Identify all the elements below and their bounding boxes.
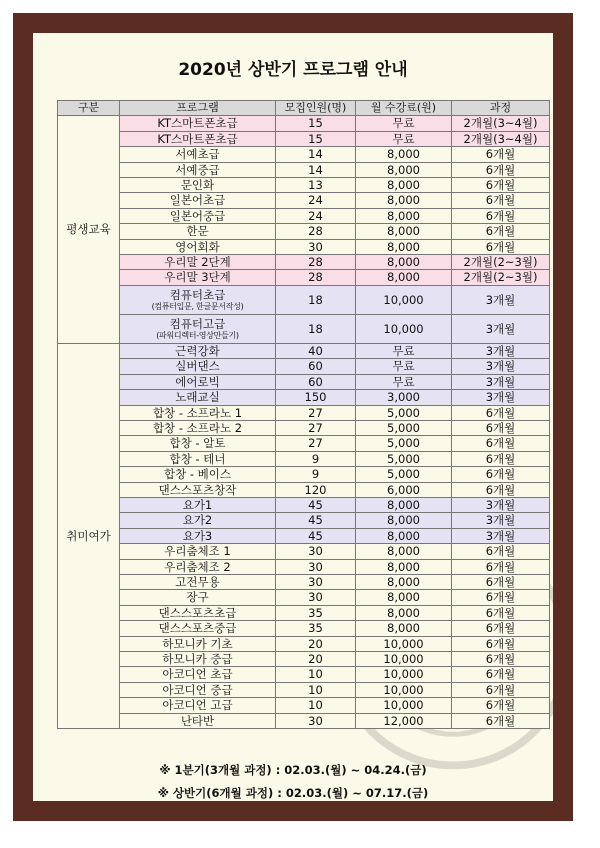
fee-cell: 8,000 (356, 193, 452, 208)
table-header-row (58, 101, 550, 116)
course-cell: 3개월 (452, 528, 550, 543)
program-cell: 일본어초급 (120, 193, 276, 208)
course-cell: 6개월 (452, 239, 550, 254)
program-cell (120, 314, 276, 343)
capacity-cell: 35 (276, 621, 356, 636)
program-cell (120, 285, 276, 314)
table-row (58, 239, 550, 254)
course-cell: 3개월 (452, 513, 550, 528)
fee-cell: 8,000 (356, 574, 452, 589)
fee-cell: 5,000 (356, 405, 452, 420)
table-row (58, 590, 550, 605)
program-cell: 에어로빅 (120, 374, 276, 389)
course-cell: 3개월 (452, 314, 550, 343)
schedule-notes (33, 759, 553, 801)
capacity-cell: 10 (276, 667, 356, 682)
course-cell: 3개월 (452, 359, 550, 374)
category-cell: 평생교육 (58, 116, 120, 343)
program-cell: 근력강화 (120, 343, 276, 358)
course-cell: 6개월 (452, 436, 550, 451)
header-category: 구분 (58, 101, 120, 116)
capacity-cell: 10 (276, 682, 356, 697)
course-cell: 3개월 (452, 285, 550, 314)
fee-cell: 무료 (356, 343, 452, 358)
program-cell: KT스마트폰초급 (120, 131, 276, 146)
course-cell: 6개월 (452, 420, 550, 435)
capacity-cell: 45 (276, 513, 356, 528)
fee-cell: 5,000 (356, 436, 452, 451)
capacity-cell: 28 (276, 270, 356, 285)
fee-cell: 12,000 (356, 713, 452, 728)
table-row (58, 420, 550, 435)
page-title: 2020년 상반기 프로그램 안내 (178, 60, 408, 80)
fee-cell: 무료 (356, 116, 452, 131)
program-cell: 요가2 (120, 513, 276, 528)
course-cell: 6개월 (452, 698, 550, 713)
table-row (58, 270, 550, 285)
table-row (58, 359, 550, 374)
table-row (58, 343, 550, 358)
table-row (58, 513, 550, 528)
program-cell: 요가3 (120, 528, 276, 543)
program-cell: 일본어중급 (120, 208, 276, 223)
program-subtitle: (컴퓨터입문, 한글문서작성) (151, 301, 244, 311)
program-cell: 아코디언 중급 (120, 682, 276, 697)
fee-cell: 8,000 (356, 178, 452, 193)
course-cell: 6개월 (452, 544, 550, 559)
table-row (58, 528, 550, 543)
capacity-cell: 18 (276, 314, 356, 343)
course-cell: 2개월(3~4월) (452, 116, 550, 131)
capacity-cell: 13 (276, 178, 356, 193)
program-name: 컴퓨터초급 (169, 287, 226, 302)
program-cell: 댄스스포츠중급 (120, 621, 276, 636)
table-row (58, 193, 550, 208)
course-cell: 6개월 (452, 652, 550, 667)
program-cell: 서예초급 (120, 147, 276, 162)
course-cell: 2개월(2~3월) (452, 270, 550, 285)
fee-cell: 10,000 (356, 682, 452, 697)
capacity-cell: 60 (276, 359, 356, 374)
fee-cell: 8,000 (356, 559, 452, 574)
capacity-cell: 45 (276, 528, 356, 543)
fee-cell: 3,000 (356, 390, 452, 405)
header-capacity: 모집인원(명) (276, 101, 356, 116)
fee-cell: 8,000 (356, 590, 452, 605)
capacity-cell: 30 (276, 544, 356, 559)
table-row (58, 147, 550, 162)
capacity-cell: 35 (276, 605, 356, 620)
fee-cell: 8,000 (356, 270, 452, 285)
program-cell: 우리춤체조 1 (120, 544, 276, 559)
capacity-cell: 27 (276, 405, 356, 420)
table-row (58, 255, 550, 270)
capacity-cell: 9 (276, 451, 356, 466)
fee-cell: 8,000 (356, 621, 452, 636)
capacity-cell: 14 (276, 162, 356, 177)
table-row (58, 574, 550, 589)
fee-cell: 8,000 (356, 605, 452, 620)
capacity-cell: 60 (276, 374, 356, 389)
table-row (58, 682, 550, 697)
course-cell: 6개월 (452, 208, 550, 223)
capacity-cell: 30 (276, 559, 356, 574)
fee-cell: 10,000 (356, 652, 452, 667)
course-cell: 6개월 (452, 147, 550, 162)
program-table (57, 100, 550, 729)
course-cell: 6개월 (452, 451, 550, 466)
fee-cell: 5,000 (356, 467, 452, 482)
program-cell: 우리말 2단계 (120, 255, 276, 270)
capacity-cell: 15 (276, 116, 356, 131)
capacity-cell: 20 (276, 636, 356, 651)
course-cell: 6개월 (452, 482, 550, 497)
program-cell: 합창 - 소프라노 1 (120, 405, 276, 420)
table-row (58, 467, 550, 482)
program-cell: 하모니카 중급 (120, 652, 276, 667)
table-row (58, 390, 550, 405)
table-row (58, 405, 550, 420)
capacity-cell: 24 (276, 208, 356, 223)
course-cell: 3개월 (452, 390, 550, 405)
course-cell: 6개월 (452, 574, 550, 589)
table-row (58, 178, 550, 193)
capacity-cell: 14 (276, 147, 356, 162)
capacity-cell: 18 (276, 285, 356, 314)
program-cell: 서예중급 (120, 162, 276, 177)
capacity-cell: 20 (276, 652, 356, 667)
program-cell: 하모니카 기초 (120, 636, 276, 651)
table-row (58, 497, 550, 512)
capacity-cell: 120 (276, 482, 356, 497)
table-row (58, 208, 550, 223)
course-cell: 2개월(2~3월) (452, 255, 550, 270)
program-cell: 댄스스포츠초급 (120, 605, 276, 620)
program-cell: 요가1 (120, 497, 276, 512)
fee-cell: 8,000 (356, 513, 452, 528)
course-cell: 6개월 (452, 178, 550, 193)
course-cell: 6개월 (452, 682, 550, 697)
course-cell: 6개월 (452, 559, 550, 574)
program-cell: 문인화 (120, 178, 276, 193)
fee-cell: 6,000 (356, 482, 452, 497)
fee-cell: 8,000 (356, 255, 452, 270)
table-row (58, 559, 550, 574)
capacity-cell: 30 (276, 590, 356, 605)
course-cell: 6개월 (452, 224, 550, 239)
table-row (58, 224, 550, 239)
program-cell: 합창 - 테너 (120, 451, 276, 466)
capacity-cell: 45 (276, 497, 356, 512)
fee-cell: 무료 (356, 131, 452, 146)
table-row (58, 713, 550, 728)
course-cell: 6개월 (452, 713, 550, 728)
fee-cell: 8,000 (356, 497, 452, 512)
table-row (58, 131, 550, 146)
capacity-cell: 30 (276, 239, 356, 254)
fee-cell: 8,000 (356, 147, 452, 162)
program-cell: 한문 (120, 224, 276, 239)
course-cell: 6개월 (452, 621, 550, 636)
program-cell: 아코디언 고급 (120, 698, 276, 713)
fee-cell: 8,000 (356, 224, 452, 239)
capacity-cell: 24 (276, 193, 356, 208)
fee-cell: 10,000 (356, 314, 452, 343)
note-quarter: ※ 1분기(3개월 과정) : 02.03.(월) ~ 04.24.(금) (159, 763, 427, 777)
program-name: 컴퓨터고급 (169, 316, 226, 331)
program-cell: 아코디언 초급 (120, 667, 276, 682)
capacity-cell: 40 (276, 343, 356, 358)
note-half: ※ 상반기(6개월 과정) : 02.03.(월) ~ 07.17.(금) (157, 786, 429, 800)
header-course: 과정 (452, 101, 550, 116)
capacity-cell: 30 (276, 713, 356, 728)
poster-frame (13, 13, 573, 821)
fee-cell: 5,000 (356, 451, 452, 466)
table-row (58, 436, 550, 451)
poster-paper (33, 33, 553, 801)
course-cell: 3개월 (452, 343, 550, 358)
program-cell: 우리말 3단계 (120, 270, 276, 285)
program-cell: 댄스스포츠창작 (120, 482, 276, 497)
table-row (58, 285, 550, 314)
table-row (58, 482, 550, 497)
table-row (58, 544, 550, 559)
table-row (58, 636, 550, 651)
program-cell: KT스마트폰초급 (120, 116, 276, 131)
fee-cell: 10,000 (356, 667, 452, 682)
table-row (58, 698, 550, 713)
table-body (58, 116, 550, 729)
course-cell: 3개월 (452, 497, 550, 512)
category-cell: 취미여가 (58, 343, 120, 728)
header-program: 프로그램 (120, 101, 276, 116)
course-cell: 6개월 (452, 193, 550, 208)
fee-cell: 8,000 (356, 162, 452, 177)
program-subtitle: (파워디렉터-영상만들기) (156, 330, 239, 340)
fee-cell: 10,000 (356, 636, 452, 651)
fee-cell: 무료 (356, 374, 452, 389)
fee-cell: 10,000 (356, 698, 452, 713)
course-cell: 6개월 (452, 605, 550, 620)
capacity-cell: 9 (276, 467, 356, 482)
table-row (58, 605, 550, 620)
program-cell: 합창 - 베이스 (120, 467, 276, 482)
table-row (58, 652, 550, 667)
capacity-cell: 28 (276, 224, 356, 239)
program-cell: 실버댄스 (120, 359, 276, 374)
table-row (58, 621, 550, 636)
program-cell: 노래교실 (120, 390, 276, 405)
table-row (58, 374, 550, 389)
course-cell: 2개월(3~4월) (452, 131, 550, 146)
table-row (58, 116, 550, 131)
capacity-cell: 27 (276, 436, 356, 451)
fee-cell: 8,000 (356, 208, 452, 223)
program-cell: 고전무용 (120, 574, 276, 589)
program-cell: 난타반 (120, 713, 276, 728)
course-cell: 6개월 (452, 405, 550, 420)
program-cell: 영어회화 (120, 239, 276, 254)
fee-cell: 8,000 (356, 528, 452, 543)
header-fee: 월 수강료(원) (356, 101, 452, 116)
fee-cell: 8,000 (356, 544, 452, 559)
course-cell: 6개월 (452, 467, 550, 482)
course-cell: 6개월 (452, 590, 550, 605)
capacity-cell: 10 (276, 698, 356, 713)
table-row (58, 667, 550, 682)
course-cell: 6개월 (452, 162, 550, 177)
table-row (58, 451, 550, 466)
fee-cell: 8,000 (356, 239, 452, 254)
course-cell: 6개월 (452, 667, 550, 682)
table-row (58, 314, 550, 343)
program-cell: 합창 - 알토 (120, 436, 276, 451)
fee-cell: 10,000 (356, 285, 452, 314)
program-cell: 우리춤체조 2 (120, 559, 276, 574)
course-cell: 6개월 (452, 636, 550, 651)
fee-cell: 무료 (356, 359, 452, 374)
capacity-cell: 30 (276, 574, 356, 589)
course-cell: 3개월 (452, 374, 550, 389)
fee-cell: 5,000 (356, 420, 452, 435)
table-row (58, 162, 550, 177)
program-cell: 장구 (120, 590, 276, 605)
capacity-cell: 15 (276, 131, 356, 146)
capacity-cell: 28 (276, 255, 356, 270)
capacity-cell: 27 (276, 420, 356, 435)
program-cell: 합창 - 소프라노 2 (120, 420, 276, 435)
capacity-cell: 150 (276, 390, 356, 405)
